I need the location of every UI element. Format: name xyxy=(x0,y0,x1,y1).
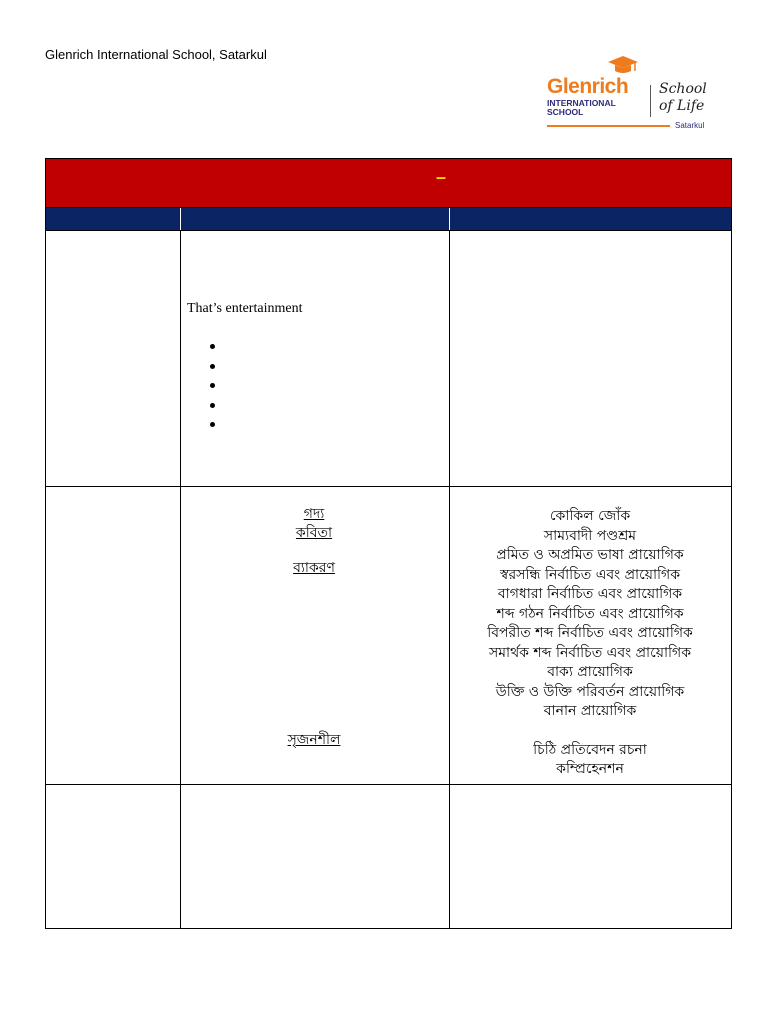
topic-line: বানান প্রায়োগিক xyxy=(543,703,637,719)
topic-line: স্বরসন্ধি নির্বাচিত এবং প্রায়োগিক xyxy=(499,566,681,583)
header-cell-2 xyxy=(180,208,449,230)
logo-sub-line2: SCHOOL xyxy=(547,107,584,117)
topic-line: সমার্থক শব্দ নির্বাচিত এবং প্রায়োগিক xyxy=(488,644,692,661)
topic-line: কোকিল জোঁক xyxy=(549,508,631,524)
logo-tagline-line2: of Life xyxy=(659,98,705,114)
topic-title: That’s entertainment xyxy=(187,301,303,316)
spacer xyxy=(450,722,730,741)
header-cell-3 xyxy=(449,208,732,230)
logo-tagline xyxy=(659,81,707,115)
header-cell-1 xyxy=(45,208,180,230)
topic-line: উক্তি ও উক্তি পরিবর্তন প্রায়োগিক xyxy=(495,683,685,700)
logo-divider xyxy=(650,85,651,117)
section-label-poetry: কবিতা xyxy=(295,525,333,541)
school-name-header: Glenrich International School, Satarkul xyxy=(45,47,267,62)
graduation-cap-icon xyxy=(607,55,639,77)
creative-line: চিঠি প্রতিবেদন রচনা xyxy=(533,741,647,758)
creative-line: কম্প্রিহেনশন xyxy=(556,761,624,777)
logo-sub-line1: INTERNATIONAL xyxy=(547,98,616,108)
syllabus-table xyxy=(45,158,732,929)
table-title-band xyxy=(45,158,732,208)
row3-cell-3 xyxy=(449,785,732,929)
section-label-prose: গদ্য xyxy=(303,506,325,522)
row1-cell-3 xyxy=(449,230,732,487)
school-logo xyxy=(545,55,720,135)
logo-place: Satarkul xyxy=(675,121,705,130)
logo-underline xyxy=(547,125,670,127)
logo-subtitle xyxy=(547,99,616,117)
topic-line: প্রমিত ও অপ্রমিত ভাষা প্রায়োগিক xyxy=(496,547,684,563)
topic-line: সাম্যবাদী পণ্ডশ্রম xyxy=(543,527,637,544)
topic-line: বাক্য প্রায়োগিক xyxy=(547,664,633,680)
logo-tagline-line1: School xyxy=(659,81,707,97)
row1-cell-2 xyxy=(180,230,449,487)
section-label-grammar: ব্যাকরণ xyxy=(293,560,335,576)
section-label-creative: সৃজনশীল xyxy=(287,732,341,748)
row2-cell-1 xyxy=(45,487,180,785)
topic-line: বিপরীত শব্দ নির্বাচিত এবং প্রায়োগিক xyxy=(487,625,693,641)
row3-cell-1 xyxy=(45,785,180,929)
topic-line: শব্দ গঠন নির্বাচিত এবং প্রায়োগিক xyxy=(496,605,684,622)
grammar-topic-list xyxy=(450,507,730,780)
row3-cell-2 xyxy=(180,785,449,929)
row1-cell-1 xyxy=(45,230,180,487)
title-dash: – xyxy=(436,167,447,187)
table-header-row xyxy=(45,207,732,231)
logo-brand: Glenrich xyxy=(547,75,629,98)
topic-line: বাগধারা নির্বাচিত এবং প্রায়োগিক xyxy=(497,586,683,602)
